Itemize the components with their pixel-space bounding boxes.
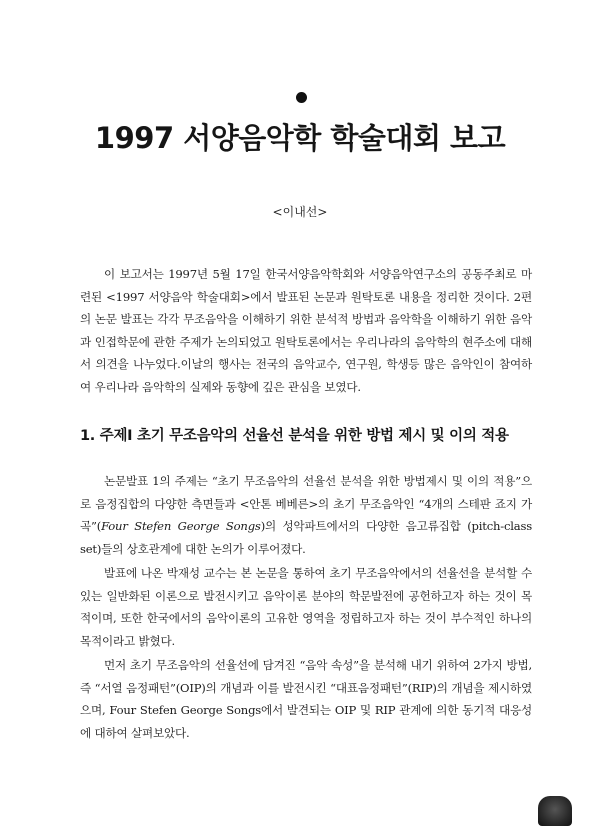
body-paragraph-3: 먼저 초기 무조음악의 선율선에 담겨진 “음악 속성”을 분석해 내기 위하여 2가지 방법, 즉 “서열 음정패턴”(OIP)의 개념과 이를 발전시킨 “대표음정패턴”(RIP)의 개념을 제시하였으며, Four Stefen George Songs에서 발견되는 OIP 및 RIP 관계에 의한 동기적 대응성에 대하여 살펴보았다.	[80, 658, 532, 740]
author-name: <이내선>	[272, 205, 328, 219]
page-corner-mark	[538, 796, 572, 826]
section-heading: 1. 주제Ⅰ 초기 무조음악의 선율선 분석을 위한 방법 제시 및 이의 적용	[80, 428, 509, 444]
body-paragraph-1	[80, 470, 532, 560]
song-title-italic: Four Stefen George Songs	[101, 519, 261, 534]
title-bullet	[296, 92, 307, 103]
paragraph-text: 논문발표 1의 주제는 “초기 무조음악의 선율선 분석을 위한 방법제시 및 이의 적용”으로 음정집합의 다양한 측면들과 <안톤 베베른>의 초기 무조음악인 “4개의 스테판 죠지 가곡”(	[80, 474, 532, 534]
paragraph-text: )의 성악파트에서의 다양한 음고류집합 (pitch-class set)들의 상호관계에 대한 논의가 이루어졌다.	[80, 519, 532, 556]
page-title: 1997 서양음악학 학술대회 보고	[94, 121, 506, 155]
intro-paragraph: 이 보고서는 1997년 5월 17일 한국서양음악학회와 서양음악연구소의 공동주최로 마련된 <1997 서양음악 학술대회>에서 발표된 논문과 원탁토론 내용을 정리한 것이다. 2편의 논문 발표는 각각 무조음악을 이해하기 위한 분석적 방법과 음악학을 이해하기 위한 음악과 인접학문에 관한 주제가 논의되었고 원탁토론에서는 우리나라의 음악학의 현주소에 대해서 의견을 나누었다.이날의 행사는 전국의 음악교수, 연구원, 학생등 많은 음악인이 참여하여 우리나라 음악학의 실제와 동향에 깊은 관심을 보였다.	[80, 267, 532, 394]
body-paragraph-2: 발표에 나온 박재성 교수는 본 논문을 통하여 초기 무조음악에서의 선율선을 분석할 수 있는 일반화된 이론으로 발전시키고 음악이론 분야의 학문발전에 공헌하고자 하는 것이 목적이며, 또한 한국에서의 음악이론의 고유한 영역을 정립하고자 하는 것이 부수적인 하나의 목적이라고 밝혔다.	[80, 566, 532, 648]
